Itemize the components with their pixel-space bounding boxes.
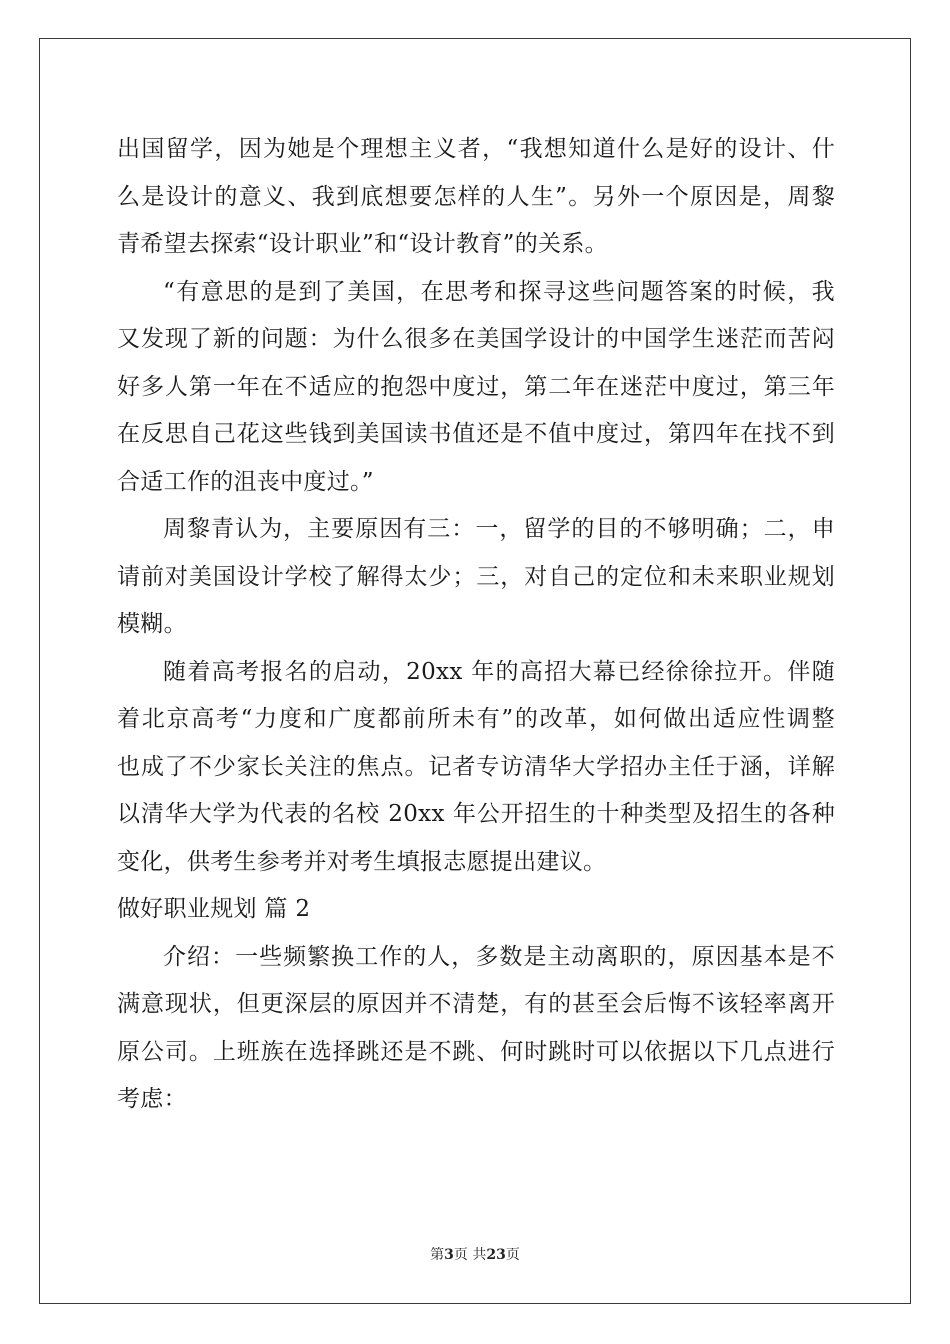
footer-current-page: 3 <box>444 1247 454 1263</box>
paragraph-line: 青希望去探索“设计职业”和“设计教育”的关系。 <box>117 231 608 257</box>
section-heading-text: 做好职业规划 篇 2 <box>117 896 311 922</box>
paragraph <box>117 506 835 649</box>
paragraph <box>117 269 835 507</box>
paragraphs-after-heading <box>117 934 835 1124</box>
paragraph-line: 模糊。 <box>117 611 187 637</box>
paragraph-line: 请前对美国设计学校了解得太少；三，对自己的定位和未来职业规划 <box>117 563 835 590</box>
paragraph-line: “有意思的是到了美国，在思考和探寻这些问题答案的时候，我 <box>163 278 835 305</box>
footer-middle: 页 共 <box>453 1247 487 1263</box>
paragraph-line: 周黎青认为，主要原因有三：一，留学的目的不够明确；二，申 <box>163 516 835 542</box>
paragraph-line: 考虑： <box>117 1086 187 1112</box>
paragraph-line: 满意现状，但更深层的原因并不清楚，有的甚至会后悔不该轻率离开 <box>117 991 835 1017</box>
footer-prefix: 第 <box>430 1247 445 1263</box>
footer-total-pages: 23 <box>486 1247 506 1263</box>
paragraph-line: 出国留学，因为她是个理想主义者，“我想知道什么是好的设计、什 <box>117 136 835 162</box>
paragraph-line: 又发现了新的问题：为什么很多在美国学设计的中国学生迷茫而苦闷 <box>117 326 835 352</box>
paragraphs-before-heading <box>117 126 835 886</box>
paragraph-line: 么是设计的意义、我到底想要怎样的人生”。另外一个原因是，周黎 <box>117 183 835 210</box>
paragraph-line: 也成了不少家长关注的焦点。记者专访清华大学招办主任于涵，详解 <box>117 753 835 780</box>
paragraph-line: 着北京高考“力度和广度都前所未有”的改革，如何做出适应性调整 <box>117 706 835 732</box>
paragraph-line: 介绍：一些频繁换工作的人，多数是主动离职的，原因基本是不 <box>163 943 835 970</box>
paragraph <box>117 934 835 1124</box>
paragraph-line: 合适工作的沮丧中度过。” <box>117 468 374 495</box>
paragraph <box>117 126 835 269</box>
page-footer <box>0 1244 950 1264</box>
paragraph-line: 好多人第一年在不适应的抱怨中度过，第二年在迷茫中度过，第三年 <box>117 373 835 400</box>
paragraph-line: 变化，供考生参考并对考生填报志愿提出建议。 <box>117 848 607 875</box>
footer-suffix: 页 <box>505 1247 520 1263</box>
document-body <box>117 126 835 1124</box>
paragraph-line: 原公司。上班族在选择跳还是不跳、何时跳时可以依据以下几点进行 <box>117 1038 835 1065</box>
paragraph-line: 以清华大学为代表的名校 20xx 年公开招生的十种类型及招生的各种 <box>117 801 835 827</box>
paragraph-line: 随着高考报名的启动，20xx 年的高招大幕已经徐徐拉开。伴随 <box>163 658 835 685</box>
paragraph-line: 在反思自己花这些钱到美国读书值还是不值中度过，第四年在找不到 <box>117 421 835 447</box>
section-heading <box>117 886 835 934</box>
paragraph <box>117 649 835 887</box>
